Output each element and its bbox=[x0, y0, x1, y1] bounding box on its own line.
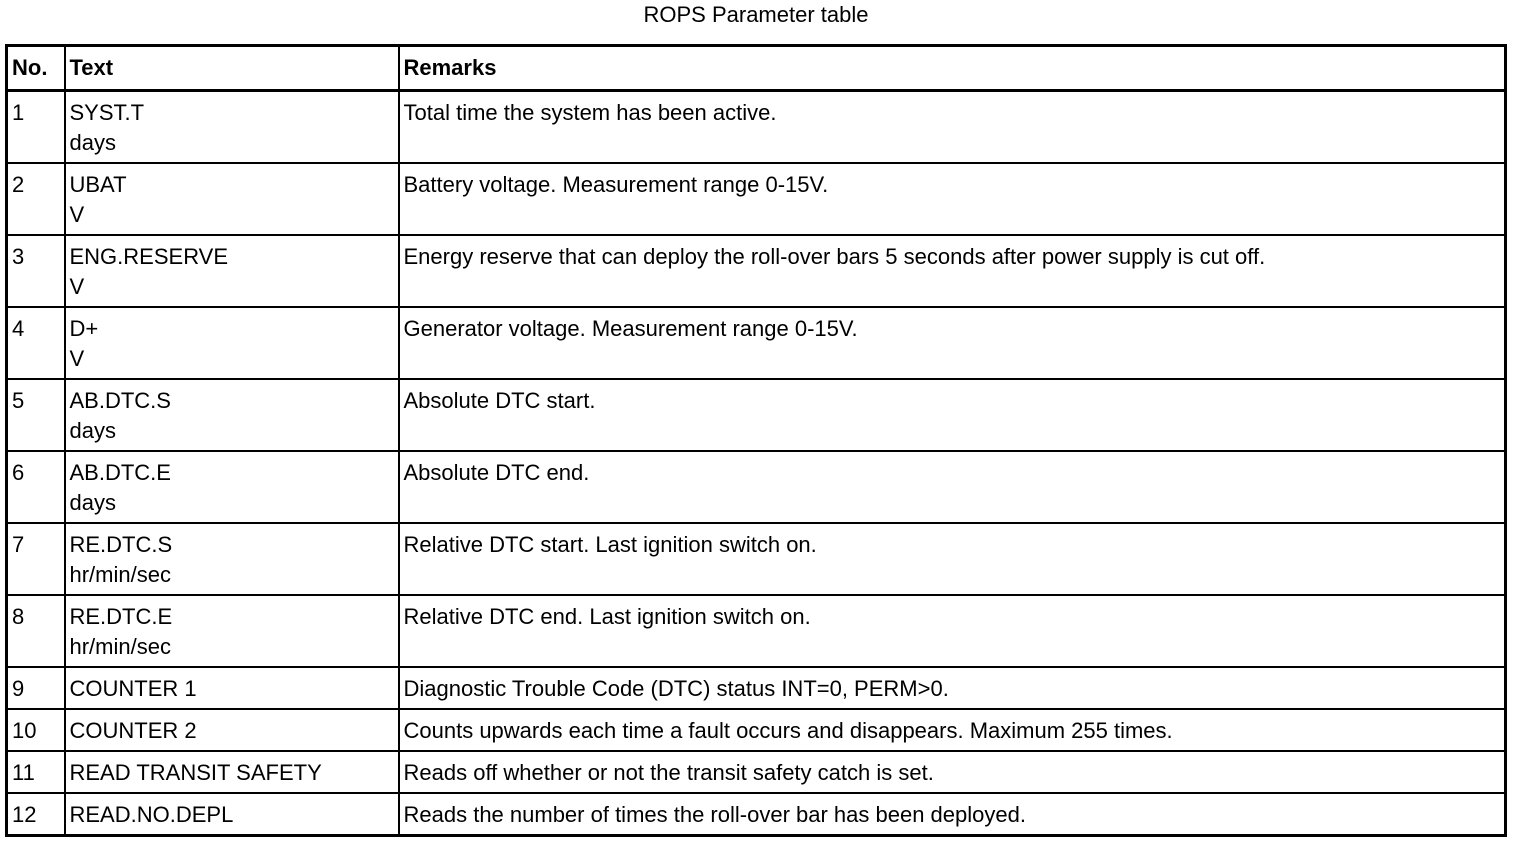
row-number: 3 bbox=[7, 235, 65, 307]
parameter-unit: V bbox=[69, 346, 85, 371]
table-row bbox=[7, 709, 1506, 751]
row-number: 7 bbox=[7, 523, 65, 595]
rops-parameter-table bbox=[5, 44, 1507, 837]
row-number: 11 bbox=[7, 751, 65, 793]
row-number: 8 bbox=[7, 595, 65, 667]
row-number: 6 bbox=[7, 451, 65, 523]
row-remarks: Counts upwards each time a fault occurs and disappears. Maximum 255 times. bbox=[399, 709, 1506, 751]
column-header-text: Text bbox=[65, 46, 399, 91]
row-text-cell bbox=[65, 235, 399, 307]
table-row bbox=[7, 667, 1506, 709]
row-number: 2 bbox=[7, 163, 65, 235]
column-header-no: No. bbox=[7, 46, 65, 91]
row-number: 4 bbox=[7, 307, 65, 379]
row-text-cell bbox=[65, 163, 399, 235]
row-text-cell bbox=[65, 595, 399, 667]
parameter-name: READ.NO.DEPL bbox=[69, 802, 234, 827]
parameter-name: ENG.RESERVE bbox=[69, 244, 229, 269]
table-row bbox=[7, 751, 1506, 793]
table-row bbox=[7, 595, 1506, 667]
row-text-cell bbox=[65, 91, 399, 164]
page-title: ROPS Parameter table bbox=[643, 2, 869, 27]
row-remarks: Relative DTC end. Last ignition switch on. bbox=[399, 595, 1506, 667]
parameter-name: AB.DTC.E bbox=[69, 460, 171, 485]
row-remarks: Relative DTC start. Last ignition switch on. bbox=[399, 523, 1506, 595]
parameter-name: READ TRANSIT SAFETY bbox=[69, 760, 322, 785]
parameter-name: COUNTER 2 bbox=[69, 718, 197, 743]
row-remarks: Diagnostic Trouble Code (DTC) status INT=0, PERM>0. bbox=[399, 667, 1506, 709]
row-remarks: Energy reserve that can deploy the roll-over bars 5 seconds after power supply is cut off. bbox=[399, 235, 1506, 307]
row-text-cell bbox=[65, 523, 399, 595]
row-text-cell bbox=[65, 307, 399, 379]
column-header-remarks: Remarks bbox=[399, 46, 1506, 91]
parameter-unit: days bbox=[69, 418, 116, 443]
parameter-unit: V bbox=[69, 274, 85, 299]
table-row bbox=[7, 91, 1506, 164]
row-number: 1 bbox=[7, 91, 65, 164]
table-row bbox=[7, 235, 1506, 307]
parameter-name: SYST.T bbox=[69, 100, 145, 125]
parameter-unit: V bbox=[69, 202, 85, 227]
table-row bbox=[7, 307, 1506, 379]
row-remarks: Absolute DTC start. bbox=[399, 379, 1506, 451]
parameter-name: RE.DTC.E bbox=[69, 604, 173, 629]
row-remarks: Total time the system has been active. bbox=[399, 91, 1506, 164]
row-text-cell bbox=[65, 709, 399, 751]
row-text-cell bbox=[65, 667, 399, 709]
parameter-name: UBAT bbox=[69, 172, 127, 197]
row-remarks: Reads the number of times the roll-over bar has been deployed. bbox=[399, 793, 1506, 836]
table-row bbox=[7, 451, 1506, 523]
table-row bbox=[7, 523, 1506, 595]
table-row bbox=[7, 379, 1506, 451]
row-text-cell bbox=[65, 793, 399, 836]
parameter-unit: days bbox=[69, 130, 116, 155]
parameter-unit: hr/min/sec bbox=[69, 562, 171, 587]
parameter-name: AB.DTC.S bbox=[69, 388, 171, 413]
row-remarks: Generator voltage. Measurement range 0-15V. bbox=[399, 307, 1506, 379]
row-number: 10 bbox=[7, 709, 65, 751]
row-number: 9 bbox=[7, 667, 65, 709]
parameter-unit: hr/min/sec bbox=[69, 634, 171, 659]
row-remarks: Absolute DTC end. bbox=[399, 451, 1506, 523]
row-text-cell bbox=[65, 379, 399, 451]
row-remarks: Battery voltage. Measurement range 0-15V. bbox=[399, 163, 1506, 235]
row-remarks: Reads off whether or not the transit safety catch is set. bbox=[399, 751, 1506, 793]
parameter-unit: days bbox=[69, 490, 116, 515]
row-text-cell bbox=[65, 451, 399, 523]
row-number: 5 bbox=[7, 379, 65, 451]
parameter-name: D+ bbox=[69, 316, 99, 341]
table-row bbox=[7, 793, 1506, 836]
parameter-name: RE.DTC.S bbox=[69, 532, 173, 557]
row-text-cell bbox=[65, 751, 399, 793]
table-header-row bbox=[7, 46, 1506, 91]
table-row bbox=[7, 163, 1506, 235]
row-number: 12 bbox=[7, 793, 65, 836]
parameter-name: COUNTER 1 bbox=[69, 676, 197, 701]
